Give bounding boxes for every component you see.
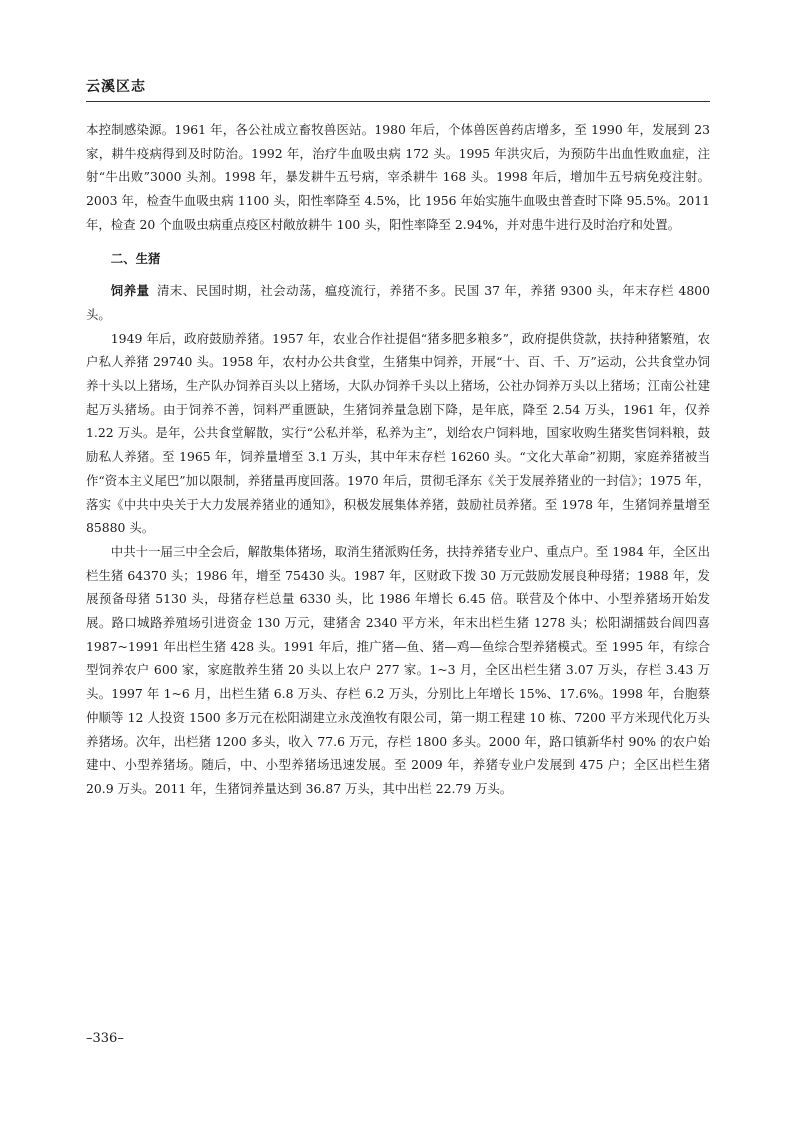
book-title: 云溪区志 xyxy=(86,79,146,95)
page-number: –336– xyxy=(86,1031,124,1046)
page-body xyxy=(86,118,710,801)
paragraph-1949: 1949 年后，政府鼓励养猪。1957 年，农业合作社提倡“猪多肥多粮多”，政府提供贷款，扶持种猪繁殖，农户私人养猪 29740 头。1958 年，农村办公共食堂，生猪集中饲养，开展“十、百、千、万”运动，公共食堂办饲养十头以上猪场，生产队办饲养百头以上猪场，大队办饲养千头以上猪场，公社办饲养万头以上猪场；江南公社建起万头猪场。由于饲养不善，饲料严重匮缺，生猪饲养量急剧下降，是年底，降至 2.54 万头，1961 年，仅养 1.22 万头。是年，公共食堂解散，实行“公私并举，私养为主”，划给农户饲料地，国家收购生猪奖售饲料粮，鼓励私人养猪。至 1965 年，饲养量增至 3.1 万头，其中年末存栏 16260 头。“文化大革命”初期，家庭养猪被当作“资本主义尾巴”加以限制，养猪量再度回落。1970 年后，贯彻毛泽东《关于发展养猪业的一封信》；1975 年，落实《中共中央关于大力发展养猪业的通知》，积极发展集体养猪，鼓励社员养猪。至 1978 年，生猪饲养量增至 85880 头。 xyxy=(86,330,710,536)
intro-paragraph: 本控制感染源。1961 年，各公社成立畜牧兽医站。1980 年后，个体兽医兽药店增多，至 1990 年，发展到 23 家，耕牛疫病得到及时防治。1992 年，治疗牛血吸虫病 172 头。1995 年洪灾后，为预防牛出血性败血症，注射“牛出败”3000 头剂。1998 年，暴发耕牛五号病，宰杀耕牛 168 头。1998 年后，增加牛五号病免疫注射。2003 年，检查牛血吸虫病 1100 头，阳性率降至 4.5%，比 1956 年始实施牛血吸虫普查时下降 95.5%。2011 年，检查 20 个血吸虫病重点疫区村敞放耕牛 100 头，阳性率降至 2.94%，并对患牛进行及时治疗和处置。 xyxy=(86,122,710,232)
header-divider xyxy=(86,101,710,102)
subsection-text: 清末、民国时期，社会动荡，瘟疫流行，养猪不多。民国 37 年，养猪 9300 头，年末存栏 4800 头。 xyxy=(86,283,710,322)
section-heading: 二、生猪 xyxy=(110,250,161,266)
subsection-label: 饲养量 xyxy=(110,283,150,299)
subsection-paragraph xyxy=(86,279,710,326)
paragraph-reform: 中共十一届三中全会后，解散集体猪场，取消生猪派购任务，扶持养猪专业户、重点户。至 1984 年，全区出栏生猪 64370 头；1986 年，增至 75430 头。1987 年，区财政下拨 30 万元鼓励发展良种母猪；1988 年，发展预备母猪 5130 头，母猪存栏总量 6330 头，比 1986 年增长 6.45 倍。联营及个体中、小型养猪场开始发展。路口城路养殖场引进资金 130 万元，建猪舍 2340 平方米，年末出栏生猪 1278 头；松阳湖擂鼓台闾四喜 1987~1991 年出栏生猪 428 头。1991 年后，推广猪—鱼、猪—鸡—鱼综合型养猪模式。至 1995 年，有综合型饲养农户 600 家，家庭散养生猪 20 头以上农户 277 家。1~3 月，全区出栏生猪 3.07 万头，存栏 3.43 万头。1997 年 1~6 月，出栏生猪 6.8 万头、存栏 6.2 万头，分别比上年增长 15%、17.6%。1998 年，台胞蔡仲顺等 12 人投资 1500 多万元在松阳湖建立永茂渔牧有限公司，第一期工程建 10 栋、7200 平方米现代化万头养猪场。次年，出栏猪 1200 多头，收入 77.6 万元，存栏 1800 多头。2000 年，路口镇新华村 90% 的农户始建中、小型养猪场。随后，中、小型养猪场迅速发展。至 2009 年，养猪专业户发展到 475 户；全区出栏生猪 20.9 万头。2011 年，生猪饲养量达到 36.87 万头，其中出栏 22.79 万头。 xyxy=(86,543,710,796)
running-header xyxy=(86,77,710,99)
